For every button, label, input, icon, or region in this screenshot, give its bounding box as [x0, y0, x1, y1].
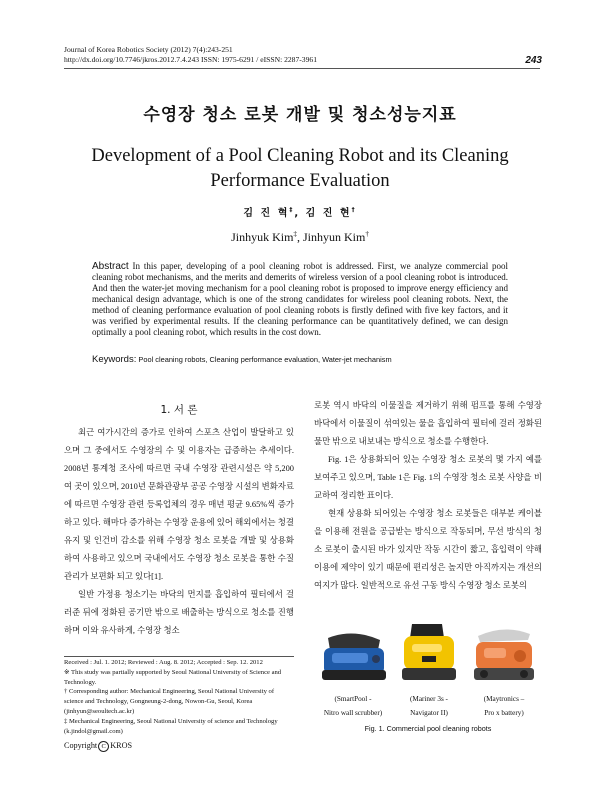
abstract-label: Abstract — [92, 261, 129, 272]
copyright-notice — [64, 741, 132, 752]
section-heading-introduction: 1. 서 론 — [160, 404, 198, 416]
subcaption-line: (Mariner 3s - — [410, 695, 448, 703]
figure-subcaption — [466, 692, 542, 720]
doi-issn: http://dx.doi.org/10.7746/jkros.2012.7.4.243 ISSN: 1975-6291 / eISSN: 2287-3961 — [64, 55, 317, 64]
author1-ko: 김 진 혁 — [243, 208, 290, 219]
mariner-robot-image — [398, 620, 460, 686]
author1-ko-mark: ‡ — [289, 206, 295, 214]
author2-ko: 김 진 현 — [305, 208, 352, 219]
footnote-affiliation: ‡ Mechanical Engineering, Seoul National University of science and Technology (k.jindol@gmail.com) — [64, 717, 278, 735]
paragraph: 최근 여가시간의 증가로 인하여 스포츠 산업이 발달하고 있으며 그 중에서도 수영장의 수 및 이용자는 급증하는 추세이다. 2008년 통계청 조사에 따르면 국내 수영장 관련시설은 약 5,200여 곳이 있으며, 2010년 문화관광부 공공 수영장 시설의 변화자료에 따르면 수영장 관련 등록업체의 경우 매년 평균 9.65%씩 증가하고 있다. 해마다 증가하는 수영장 운용에 있어 해외에서는 청결유지 및 인건비 감소를 위해 수영장 청소 로봇을 개발 및 상용화하여 사용하고 있으며 국내에서도 수영장 청소 로봇을 통한 수질 관리가 보편화 되고 있다[1]. — [64, 428, 294, 581]
keywords — [92, 354, 508, 365]
footnote-received: Received : Jul. 1. 2012; Reviewed : Aug. 8. 2012; Accepted : Sep. 12. 2012 — [64, 659, 263, 666]
author2-en: Jinhyun Kim — [303, 230, 366, 244]
keywords-label: Keywords: — [92, 354, 137, 365]
footnote-funding: ※ This study was partially supported by Seoul National University of Science and Technology. — [64, 668, 282, 686]
footnote-rule — [64, 656, 294, 657]
abstract-text: In this paper, developing of a pool cleaning robot is addressed. First, we analyze commercial pool cleaning robot mechanisms, and the merits and demerits of wireless version of a pool cleaning robot is introduced. And then the water-jet moving mechanism for a pool cleaning robot is proposed to improve energy efficiency and mechanical design advantage, which is one of the strong candidates for wireless pool cleaning robots. Next, the method of cleaning performance evaluation of pool cleaning robots is firstly defined with five key factors, and it was verified by experimental results. If the cleaning performance can be quantitatively defined, we can design optimally a pool cleaning robot, which results in the cost down. — [92, 261, 509, 337]
copyright-symbol: C — [98, 741, 109, 752]
title-english: Development of a Pool Cleaning Robot and its Cleaning Performance Evaluation — [91, 146, 509, 191]
subcaption-line: Pro x battery) — [484, 709, 524, 717]
subcaption-line: Navigator II) — [410, 709, 448, 717]
paragraph: 일반 가정용 청소기는 바닥의 먼지를 흡입하여 필터에서 걸러준 뒤에 정화된 공기만 밖으로 배출하는 방식으로 청소를 진행하며 이와 유사하게, 수영장 청소 — [64, 590, 294, 635]
author1-en-mark: ‡ — [293, 230, 297, 238]
keywords-text: Pool cleaning robots, Cleaning performance evaluation, Water-jet mechanism — [138, 355, 392, 364]
subcaption-line: Nitro wall scrubber) — [323, 709, 383, 717]
authors-english — [0, 230, 600, 245]
author-sep-ko: , — [294, 208, 306, 219]
maytronics-robot-image — [470, 626, 540, 686]
author2-ko-mark: † — [351, 206, 357, 214]
author1-en: Jinhyuk Kim — [231, 230, 294, 244]
page-number: 243 — [525, 55, 542, 66]
copyright-holder: KROS — [110, 741, 133, 750]
paragraph: 로봇 역시 바닥의 이물질을 제거하기 위해 펌프를 통해 수영장 바닥에서 이물질이 섞여있는 물을 흡입하여 필터에 걸러 정화된 물만 밖으로 내보내는 방식으로 청소를 수행한다. — [314, 401, 542, 446]
header-rule — [64, 68, 540, 69]
copyright-label: Copyright — [64, 741, 98, 750]
smartpool-robot-image — [318, 628, 388, 686]
title-korean: 수영장 청소 로봇 개발 및 청소성능지표 — [143, 105, 457, 125]
paragraph: Fig. 1은 상용화되어 있는 수영장 청소 로봇의 몇 가지 예를 보여주고 있으며, Table 1은 Fig. 1의 수영장 청소 로봇 사양을 비교하여 정리한 표이다. — [314, 455, 542, 500]
author-sep-en: , — [297, 230, 303, 244]
right-column-body — [314, 397, 542, 595]
figure-1 — [314, 620, 542, 740]
footnote-corresponding: † Corresponding author: Mechanical Engineering, Seoul National University of science and Technology, Gongneung-2-dong, Nowon-Gu, Seoul, Korea (jinhyun@seoultech.ac.kr) — [64, 688, 275, 715]
figure-subcaption — [392, 692, 466, 720]
figure-subcaption — [314, 692, 392, 720]
footnotes — [64, 658, 294, 736]
figure-caption: Fig. 1. Commercial pool cleaning robots — [364, 724, 492, 733]
subcaption-line: (Maytronics – — [483, 695, 525, 703]
journal-info: Journal of Korea Robotics Society (2012) 7(4):243-251 — [64, 45, 233, 54]
authors-korean — [0, 204, 600, 219]
paragraph: 현재 상용화 되어있는 수영장 청소 로봇들은 대부분 케이블을 이용해 전원을 공급받는 방식으로 작동되며, 무선 방식의 청소 로봇이 출시된 바가 있지만 작동 시간이 짧고, 흡입력이 약해 이용에 제약이 있기 때문에 편리성은 높지만 아직까지는 개선의 여지가 많다. 일반적으로 유선 구동 방식 수영장 청소 로봇의 — [314, 509, 542, 590]
abstract — [92, 261, 508, 338]
author2-en-mark: † — [365, 230, 369, 238]
left-column-body — [64, 424, 294, 640]
subcaption-line: (SmartPool - — [334, 695, 372, 703]
